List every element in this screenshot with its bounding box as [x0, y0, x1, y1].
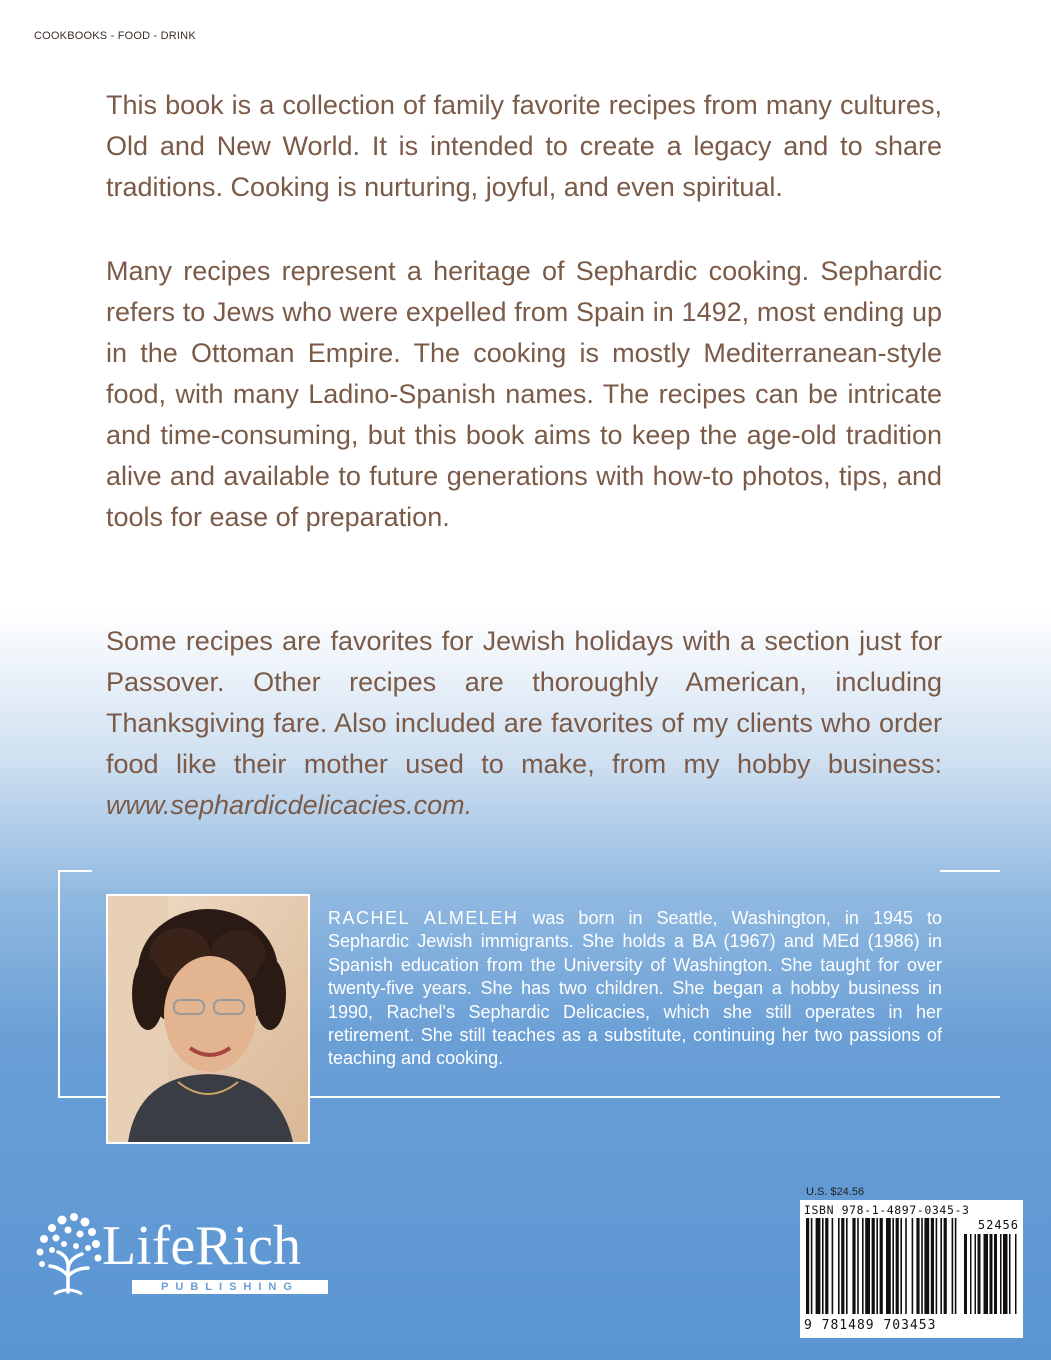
- barcode-addon-bar: [964, 1234, 967, 1314]
- barcode-addon-bar: [970, 1234, 972, 1314]
- barcode-addon-bar: [990, 1234, 993, 1314]
- barcode-bar: [857, 1218, 859, 1314]
- barcode-bar: [916, 1218, 919, 1314]
- publisher-name: LifeRich: [102, 1215, 302, 1277]
- barcode-bar: [822, 1218, 824, 1314]
- barcode-bar: [886, 1218, 891, 1314]
- barcode-bar: [806, 1218, 809, 1314]
- category-label: COOKBOOKS - FOOD - DRINK: [34, 30, 196, 42]
- barcode-bar: [905, 1218, 907, 1314]
- publisher-tagline: PUBLISHING: [132, 1280, 328, 1294]
- author-photo: [106, 894, 310, 1144]
- barcode-addon-bar: [1000, 1234, 1002, 1314]
- barcode-bar: [846, 1218, 848, 1314]
- author-bio-text: was born in Seattle, Washington, in 1945 to Sephardic Jewish immigrants. She holds a BA (1967) and MEd (1986) in Spanish education from the University of Washington. She taught for over twenty-five years. She has two children. She began a hobby business in 1990, Rachel's Sephardic Delicacies, which she still operates in her retirement. She still teaches as a substitute, continuing her two passions of teaching and cooking.: [328, 908, 942, 1069]
- barcode-addon-bar: [1003, 1234, 1008, 1314]
- barcode-bar: [816, 1218, 821, 1314]
- description-paragraph-3: [106, 621, 942, 826]
- barcode-bar: [921, 1218, 923, 1314]
- website-link[interactable]: www.sephardicdelicacies.com.: [106, 790, 473, 820]
- barcode-bar: [865, 1218, 870, 1314]
- author-name: RACHEL ALMELEH: [328, 908, 519, 928]
- barcode-bar: [825, 1218, 828, 1314]
- barcode-addon-bar: [1009, 1234, 1011, 1314]
- barcode-bar: [944, 1218, 947, 1314]
- barcode-bar: [872, 1218, 875, 1314]
- barcode-bar: [936, 1218, 938, 1314]
- isbn-text: ISBN 978-1-4897-0345-3: [804, 1203, 970, 1217]
- price-label: U.S. $24.56: [806, 1186, 865, 1198]
- barcode-bar: [838, 1218, 840, 1314]
- barcode-bar: [876, 1218, 878, 1314]
- barcode-addon-bar: [978, 1234, 981, 1314]
- barcode-bar: [912, 1218, 914, 1314]
- isbn-barcode: [800, 1200, 1023, 1338]
- barcode-addon-bar: [984, 1234, 989, 1314]
- barcode-bar: [896, 1218, 899, 1314]
- barcode-addon-bar: [1015, 1234, 1017, 1314]
- barcode-bar: [892, 1218, 894, 1314]
- description-paragraph-2: Many recipes represent a heritage of Sephardic cooking. Sephardic refers to Jews who were expelled from Spain in 1492, most ending up in the Ottoman Empire. The cooking is mostly Mediterranean-style food, with many Ladino-Spanish names. The recipes can be intricate and time-consuming, but this book aims to keep the age-old tradition alive and available to future generations with how-to photos, tips, and tools for ease of preparation.: [106, 256, 942, 532]
- barcode-bar: [852, 1218, 855, 1314]
- barcode-bar: [940, 1218, 942, 1314]
- barcode-bar: [955, 1218, 957, 1314]
- barcode-bar: [841, 1218, 844, 1314]
- barcode-bar: [862, 1218, 864, 1314]
- barcode-bar: [924, 1218, 929, 1314]
- barcode-bar: [832, 1218, 834, 1314]
- paragraph-3-text: Some recipes are favorites for Jewish holidays with a section just for Passover. Other recipes are thoroughly American, including Thanksgiving fare. Also included are favorites of my clients who order food like their mother used to make, from my hobby business:: [106, 626, 942, 779]
- barcode-digits: 9 781489 703453: [804, 1318, 937, 1333]
- barcode-bars: [806, 1218, 1021, 1316]
- bio-frame-right: [940, 870, 1000, 872]
- barcode-bar: [931, 1218, 934, 1314]
- barcode-bar: [811, 1218, 813, 1314]
- barcode-bar: [952, 1218, 954, 1314]
- bio-frame-top: [58, 870, 92, 872]
- barcode-addon-bar: [994, 1234, 997, 1314]
- barcode-bar: [880, 1218, 883, 1314]
- description-paragraph-1: This book is a collection of family favorite recipes from many cultures, Old and New World. It is intended to create a legacy and to share traditions. Cooking is nurturing, joyful, and even spiritual.: [106, 90, 942, 202]
- barcode-addon: 52456: [977, 1218, 1019, 1232]
- barcode-bar: [900, 1218, 902, 1314]
- barcode-addon-bar: [975, 1234, 977, 1314]
- publisher-logo: [22, 1206, 342, 1306]
- author-bio: [328, 907, 942, 1071]
